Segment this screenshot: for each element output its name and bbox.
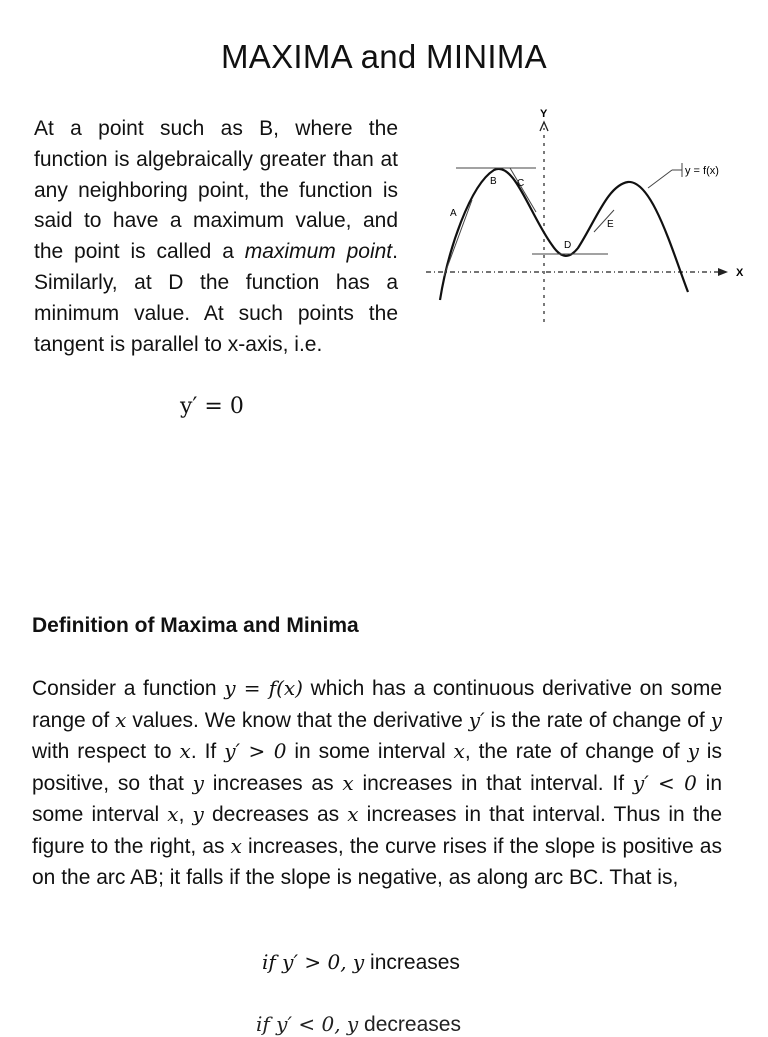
def-text: which has a continuous derivative on some range of (32, 677, 723, 732)
def-text: is the rate of change of (484, 708, 711, 732)
def-math: y′ > 0 (224, 739, 287, 764)
intro-text-1: At a point such as B, where the function is algebraically greater than at any neighboring point, the function is said to have a maximum value, and the point is called a (34, 117, 398, 264)
def-math: x (179, 739, 191, 764)
curve-label-leader (648, 170, 672, 188)
def-text: . If (190, 740, 225, 764)
x-axis-arrow-icon (718, 268, 728, 276)
def-math: x (342, 770, 354, 795)
def-math: x (167, 802, 179, 827)
condition-decreasing-text: decreases (358, 1013, 461, 1036)
def-math: x (115, 707, 127, 732)
curve-label: y = f(x) (685, 165, 719, 177)
def-math: x (453, 739, 465, 764)
def-text: , the rate of change of (464, 740, 688, 764)
def-text: increases, the curve rises if the slope is positive as on the arc AB; it falls if the slope is negative, as along arc BC. That is, (32, 834, 722, 889)
point-label-e: E (607, 219, 614, 230)
x-axis-label: X (736, 267, 744, 279)
def-text: increases in that interval. If (353, 771, 633, 795)
condition-increasing-math: if y′ > 0, y (262, 950, 365, 974)
def-math: y (710, 707, 722, 732)
figure-svg (420, 100, 760, 330)
def-text: increases as (203, 771, 343, 795)
point-label-a: A (450, 208, 457, 219)
def-math: x (230, 833, 242, 858)
condition-decreasing-math: if y′ < 0, y (256, 1012, 359, 1036)
def-text: in some interval (32, 771, 722, 827)
def-math: x (347, 802, 359, 827)
tangent-c (510, 168, 536, 212)
def-math: y′ (468, 707, 485, 732)
derivative-zero-equation: y′ = 0 (180, 394, 244, 419)
maxima-minima-figure (420, 100, 760, 335)
definition-paragraph (32, 673, 722, 893)
intro-paragraph (34, 114, 398, 360)
def-math: y (192, 770, 204, 795)
point-label-b: B (490, 176, 497, 187)
def-text: increases in that interval. Thus in the figure to the right, as (32, 803, 723, 858)
intro-text-2: . Similarly, at D the function has a minimum value. At such points the tangent is parallel to x-axis, i.e. (34, 240, 398, 356)
page-title: MAXIMA and MINIMA (220, 38, 547, 75)
intro-term: maximum point (244, 240, 393, 264)
def-text: with respect to (32, 740, 180, 764)
condition-increasing-text: increases (364, 951, 460, 974)
point-label-c: C (517, 178, 525, 189)
def-text: is positive, so that (32, 740, 722, 795)
definition-heading: Definition of Maxima and Minima (32, 614, 359, 637)
def-math: y′ < 0 (632, 770, 697, 795)
def-math: y = f(x) (224, 676, 303, 700)
def-text: decreases as (203, 803, 348, 827)
y-axis-label: Y (540, 108, 548, 120)
def-text: , (178, 803, 193, 827)
def-text: Consider a function (32, 677, 225, 700)
function-curve (440, 169, 688, 300)
tangent-a (444, 200, 472, 276)
def-math: y (687, 739, 699, 764)
condition-increasing (262, 950, 460, 975)
condition-decreasing (256, 1012, 461, 1037)
def-text: in some interval (286, 740, 454, 764)
def-math: y (192, 802, 204, 827)
point-label-d: D (564, 240, 572, 251)
def-text: values. We know that the derivative (126, 708, 469, 732)
